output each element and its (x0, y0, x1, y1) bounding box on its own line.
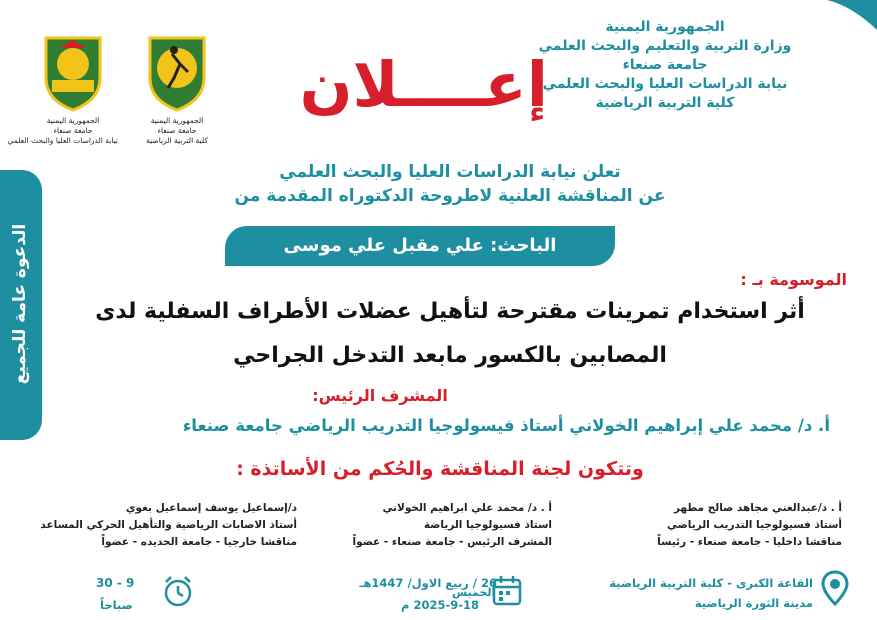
member-title: استاذ فسيولوجيا الرياضة (423, 519, 552, 531)
header-line-university: جامعة صنعاء (622, 57, 708, 73)
member-name: أ . د/ محمد علي ابراهيم الخولاني (382, 502, 552, 514)
time-range: 30 - 9 (96, 576, 135, 590)
time-period: صباحاً (100, 598, 133, 612)
committee-member-supervisor (342, 500, 552, 551)
right-logo-caption-1: الجمهورية اليمنية (150, 116, 204, 125)
location-line-2: مدينة الثورة الرياضية (694, 596, 813, 610)
location-line-1: القاعة الكبرى - كلية التربية الرياضية (609, 576, 813, 590)
left-logo-caption-2: جامعة صنعاء (53, 126, 93, 135)
announcement-intro (210, 160, 690, 208)
supervisor-label: المشرف الرئيس: (312, 386, 448, 405)
member-title: أستاذ الاصابات الرياضية والتأهيل الحركي المساعد (40, 519, 297, 531)
date-hijri: 26 / ربيع الاول/ 1447هـ (359, 576, 497, 590)
member-role: مناقشا داخليا - جامعة صنعاء - رئيساً (657, 536, 842, 548)
date-gregorian: 2025-9-18 م (401, 598, 479, 612)
location-pin-icon (820, 570, 850, 608)
intro-line-1: تعلن نيابة الدراسات العليا والبحث العلمي (279, 162, 621, 182)
member-role: مناقشا خارجيا - جامعة الحديده - عضواً (101, 536, 297, 548)
university-logo-icon (40, 34, 106, 112)
header-line-country: الجمهورية اليمنية (605, 19, 725, 35)
side-banner-text: الدعوة عامة للجميع (10, 223, 30, 385)
member-title: أستاذ فسيولوجيا التدريب الرياضي (667, 519, 842, 531)
right-logo-caption-2: جامعة صنعاء (157, 126, 197, 135)
member-name: أ . د/عبدالغني مجاهد صالح مطهر (673, 502, 842, 514)
researcher-banner: الباحث: علي مقبل علي موسى (225, 226, 615, 266)
committee-member-chair (632, 500, 842, 551)
university-logo-block (7, 34, 118, 146)
page-title: إعــــلان (299, 48, 548, 121)
member-name: د/إسماعيل يوسف إسماعيل بغوي (125, 502, 297, 514)
intro-line-2: عن المناقشة العلنية لاطروحة الدكتوراه المقدمة من (234, 186, 666, 206)
titled-label: الموسومة بـ : (740, 270, 847, 289)
corner-decoration (807, 0, 877, 40)
committee-member-external (12, 500, 297, 551)
thesis-line-1: أثر استخدام تمرينات مقترحة لتأهيل عضلات الأطراف السفلية لدى (95, 299, 805, 324)
right-logo-caption-3: كلية التربية الرياضية (146, 136, 208, 145)
left-logo-caption-3: نيابة الدراسات العليا والبحث العلمي (7, 136, 118, 145)
institution-header (515, 18, 815, 113)
faculty-logo-icon (144, 34, 210, 112)
thesis-line-2: المصابين بالكسور مابعد التدخل الجراحي (233, 343, 667, 368)
header-line-deanship: نيابة الدراسات العليا والبحث العلمي (542, 76, 788, 92)
day-name: الخميس (452, 586, 496, 599)
supervisor-name: أ. د/ محمد علي إبراهيم الخولاني أستاذ فيسولوجيا التدريب الرياضي جامعة صنعاء (182, 416, 830, 435)
alarm-clock-icon (162, 574, 194, 608)
header-line-ministry: وزارة التربية والتعليم والبحث العلمي (538, 38, 792, 54)
committee-heading: وتتكون لجنة المناقشة والحُكم من الأساتذة : (236, 458, 644, 480)
faculty-logo-block (132, 34, 222, 146)
left-logo-caption-1: الجمهورية اليمنية (46, 116, 100, 125)
thesis-title (60, 290, 840, 378)
header-line-faculty: كلية التربية الرياضية (595, 95, 735, 111)
member-role: المشرف الرئيس - جامعة صنعاء - عضواً (352, 536, 552, 548)
